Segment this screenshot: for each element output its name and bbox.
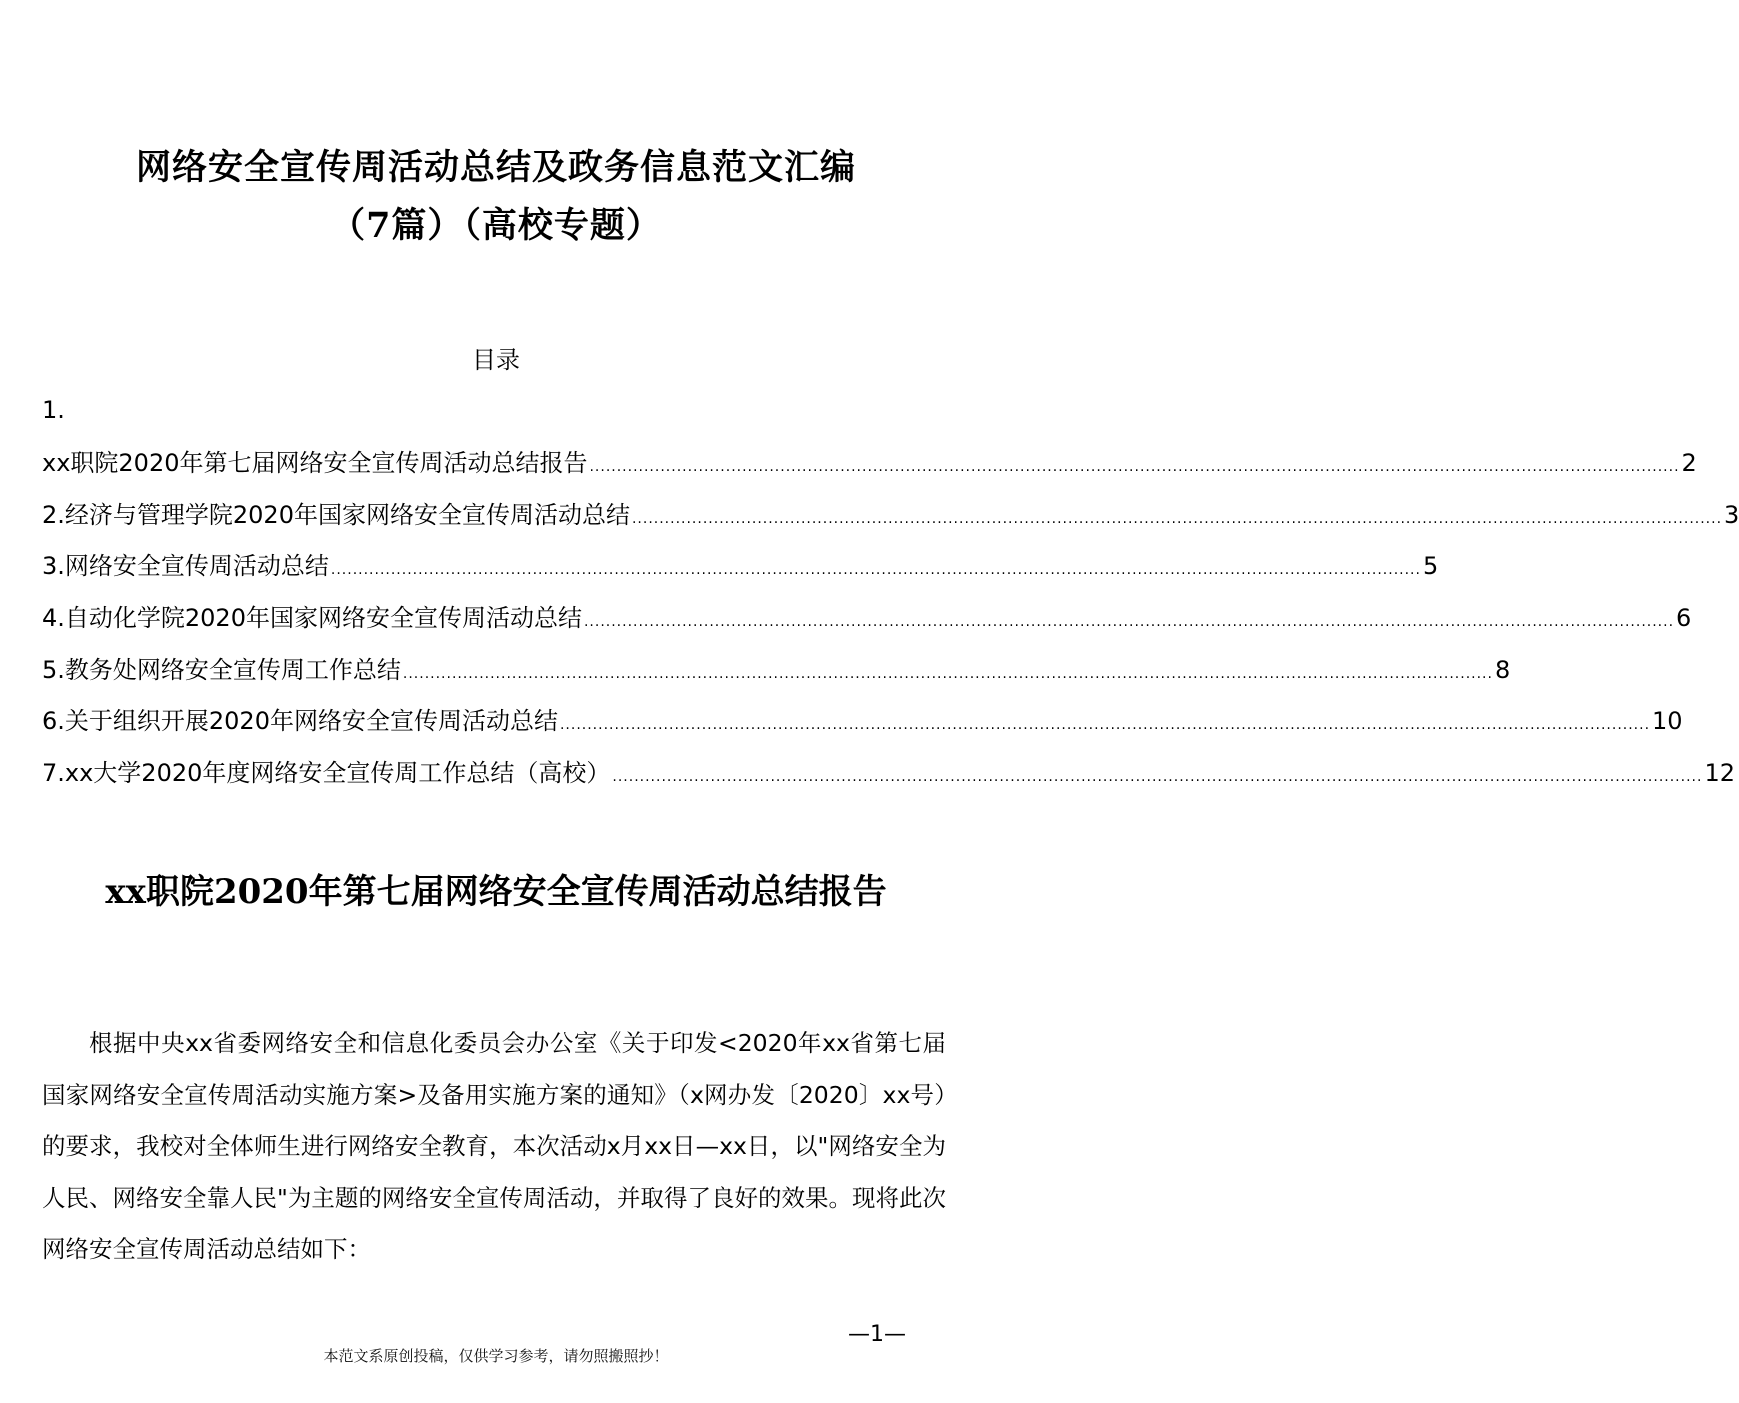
toc-leader-dots: ........................................................................................................................................................................................................ [583,614,1675,631]
toc-entry[interactable] [42,546,1439,598]
page-number: —1— [848,1322,906,1347]
toc-leader-dots: ........................................................................................................................................................................................................ [612,769,1703,786]
toc-entry-page: 3 [1724,500,1739,529]
toc-entry-page: 6 [1676,604,1692,633]
toc-leader-dots: ........................................................................................................................................................................................................ [402,665,1493,682]
toc-entry-title: 4.自动化学院2020年国家网络安全宣传周活动总结 [42,604,582,633]
toc-entry-title: 3.网络安全宣传周活动总结 [42,552,329,581]
document-title-line1: 网络安全宣传周活动总结及政务信息范文汇编 [135,147,856,188]
toc-entry[interactable] [42,598,1692,650]
toc-leader-dots: ........................................................................................................................................................................................................ [559,717,1651,734]
section-title: xx职院2020年第七届网络安全宣传周活动总结报告 [105,872,887,912]
toc-entry-title: xx职院2020年第七届网络安全宣传周活动总结报告 [42,449,588,477]
document-title-line2: （7篇）（高校专题） [330,205,662,246]
toc-entry[interactable] [42,650,1511,702]
toc-entry-title: 6.关于组织开展2020年网络安全宣传周活动总结 [42,707,558,736]
toc-entry-page: 8 [1494,655,1511,684]
toc-entry-page: 12 [1704,759,1735,788]
toc-entry-title: 2.经济与管理学院2020年国家网络安全宣传周活动总结 [42,500,630,529]
toc-entry-page: 5 [1422,552,1439,581]
toc-heading: 目录 [472,346,520,374]
toc-entry-title: 7.xx大学2020年度网络安全宣传周工作总结（高校） [42,759,611,788]
toc-leader-dots: ........................................................................................................................................................................................................ [631,510,1723,527]
footer-note: 本范文系原创投稿，仅供学习参考，请勿照搬照抄！ [323,1347,669,1365]
toc-entry-page: 2 [1681,449,1697,477]
body-paragraph: 根据中央xx省委网络安全和信息化委员会办公室《关于印发<2020年xx省第七届国家网络安全宣传周活动实施方案>及备用实施方案的通知》（x网办发〔2020〕xx号）的要求，我校对全体师生进行网络安全教育，本次活动x月xx日—xx日，以"网络安全为人民、网络安全靠人民"为主题的网络安全宣传周活动，并取得了良好的效果。现将此次网络安全宣传周活动总结如下： [42,1029,946,1263]
toc-entry[interactable] [42,443,1697,495]
table-of-contents [42,443,1739,805]
toc-entry[interactable] [42,495,1739,547]
toc-entry-title: 5.教务处网络安全宣传周工作总结 [42,655,401,684]
toc-entry[interactable] [42,753,1735,805]
toc-entry-page: 10 [1652,707,1683,736]
toc-leader-dots: ........................................................................................................................................................................................................ [330,562,1421,579]
toc-entry[interactable] [42,701,1683,753]
toc-first-prefix: 1. [42,396,65,424]
toc-leader-dots: ........................................................................................................................................................................................................ [589,459,1680,475]
